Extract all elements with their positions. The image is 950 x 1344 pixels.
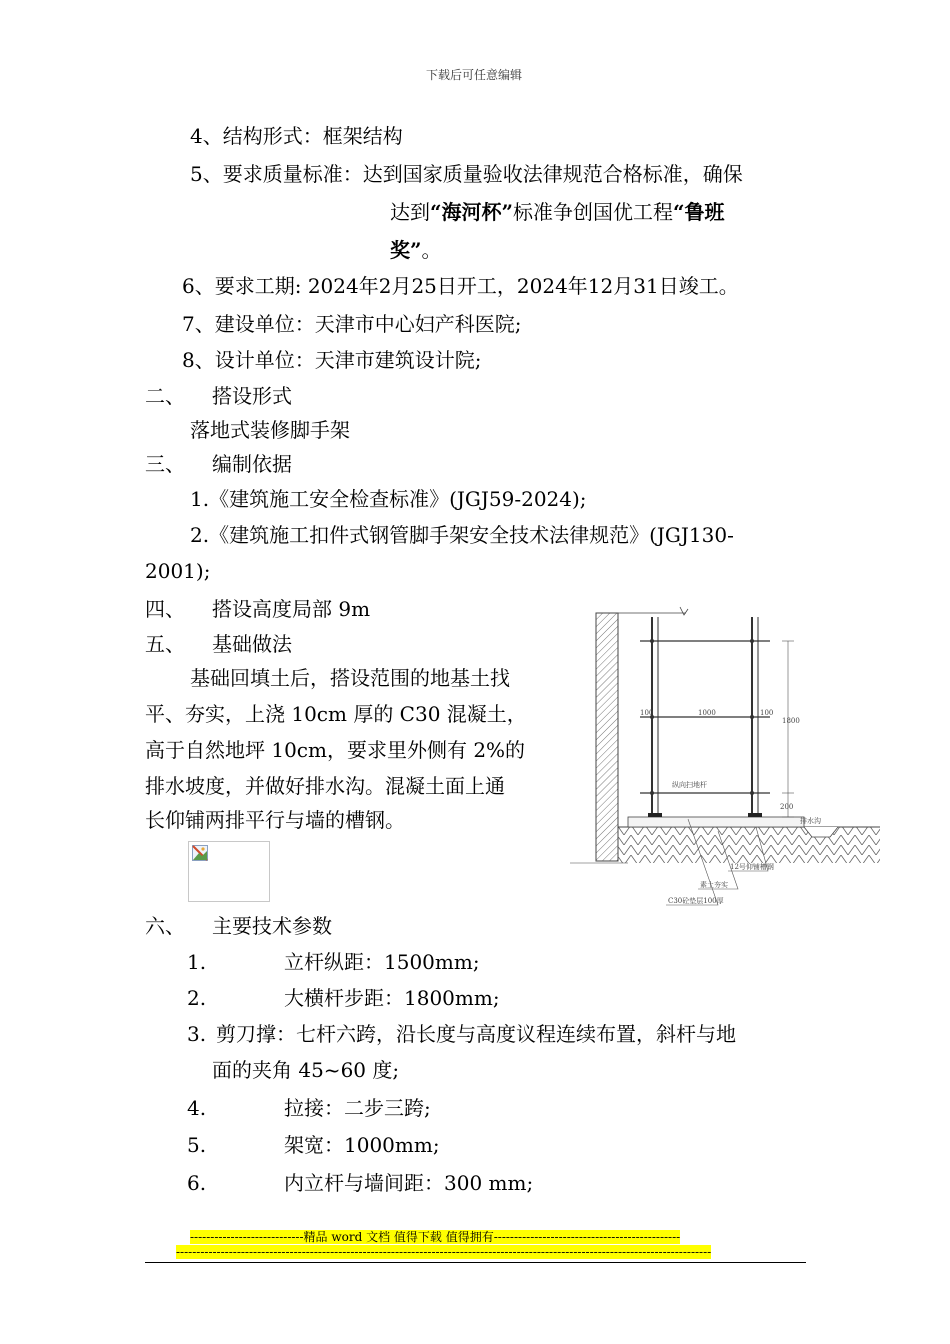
section-2-number: 二、 (145, 384, 185, 408)
section-3-title: 编制依据 (212, 452, 292, 476)
label-channel-steel: 12号仰铺槽钢 (730, 863, 774, 871)
param-number: 1. (187, 950, 207, 974)
label-compacted-soil: 素土夯实 (700, 881, 728, 889)
param-number: 2. (187, 986, 207, 1010)
broken-image-icon (192, 845, 208, 861)
param-text: 大横杆步距：1800mm; (284, 986, 500, 1010)
quality-award-haihe: “海河杯” (430, 200, 514, 224)
section-5-text-3: 高于自然地坪 10cm，要求里外侧有 2%的 (145, 738, 526, 762)
param-number: 3. (187, 1022, 207, 1046)
section-2-text: 落地式装修脚手架 (190, 418, 350, 442)
param-text-cont: 面的夹角 45~60 度; (212, 1058, 400, 1082)
item-quality-line2 (390, 200, 725, 224)
footer-banner-line2: ------------------------------------------------------------------------------------------------------------------------------------ (176, 1245, 712, 1259)
quality-award-luban-end: 奖” (390, 238, 422, 262)
scaffold-section-drawing (568, 605, 880, 910)
section-3-number: 三、 (145, 452, 185, 476)
section-6-number: 六、 (145, 914, 185, 938)
param-text: 剪刀撑：七杆六跨，沿长度与高度议程连续布置，斜杆与地 (216, 1022, 736, 1046)
section-3-ref-1: 1.《建筑施工安全检查标准》(JGJ59-2024); (190, 487, 587, 511)
quality-period: 。 (421, 238, 442, 262)
param-number: 5. (187, 1133, 207, 1157)
section-4-title: 搭设高度局部 9m (212, 597, 371, 621)
footer-rule (145, 1262, 806, 1263)
item-structure: 4、结构形式：框架结构 (190, 124, 403, 148)
param-text: 架宽：1000mm; (284, 1133, 440, 1157)
param-text: 拉接：二步三跨; (284, 1096, 431, 1120)
item-schedule: 6、要求工期: 2024年2月25日开工，2024年12月31日竣工。 (182, 274, 739, 298)
label-concrete-layer: C30砼垫层100厚 (668, 897, 724, 905)
dimensions (782, 641, 794, 817)
item-quality-line3 (390, 238, 442, 262)
label-drain: 排水沟 (800, 817, 821, 825)
page-header: 下载后可任意编辑 (426, 68, 523, 82)
param-number: 4. (187, 1096, 207, 1120)
section-5-text-1: 基础回填土后，搭设范围的地基土找 (190, 666, 510, 690)
dim-label-200: 200 (780, 803, 794, 811)
section-3-ref-2-cont: 2001); (145, 559, 211, 583)
section-5-text-2: 平、夯实，上浇 10cm 厚的 C30 混凝土， (145, 702, 527, 726)
section-2-title: 搭设形式 (212, 384, 292, 408)
item-quality-line1: 5、要求质量标准：达到国家质量验收法律规范合格标准，确保 (190, 162, 743, 186)
dim-label-1000: 1000 (698, 709, 716, 717)
item-client: 7、建设单位：天津市中心妇产科医院; (182, 312, 522, 336)
param-text: 内立杆与墙间距：300 mm; (284, 1171, 534, 1195)
broken-image-placeholder (188, 841, 270, 902)
section-4-number: 四、 (145, 597, 185, 621)
section-5-text-4: 排水坡度，并做好排水沟。混凝土面上通 (145, 774, 505, 798)
label-sweep-bar: 纵向扫地杆 (672, 781, 707, 789)
param-number: 6. (187, 1171, 207, 1195)
section-3-ref-2: 2.《建筑施工扣件式钢管脚手架安全技术法律规范》(JGJ130- (190, 523, 734, 547)
dim-label-100-left: 100 (640, 709, 654, 717)
quality-award-luban: “鲁班 (673, 200, 725, 224)
section-5-text-5: 长仰铺两排平行与墙的槽钢。 (145, 808, 405, 832)
section-5-title: 基础做法 (212, 632, 292, 656)
section-5-number: 五、 (145, 632, 185, 656)
section-6-title: 主要技术参数 (212, 914, 332, 938)
dim-label-1800: 1800 (782, 717, 800, 725)
param-text: 立杆纵距：1500mm; (284, 950, 480, 974)
footer-banner-line1: ----------------------------精品 word 文档 值得下载 值得拥有---------------------------------------------- (190, 1230, 681, 1244)
quality-text-mid: 标准争创国优工程 (513, 200, 674, 224)
quality-text: 达到 (390, 200, 430, 224)
concrete-base (628, 817, 804, 827)
item-designer: 8、设计单位：天津市建筑设计院; (182, 348, 482, 372)
dim-label-100-right: 100 (760, 709, 774, 717)
